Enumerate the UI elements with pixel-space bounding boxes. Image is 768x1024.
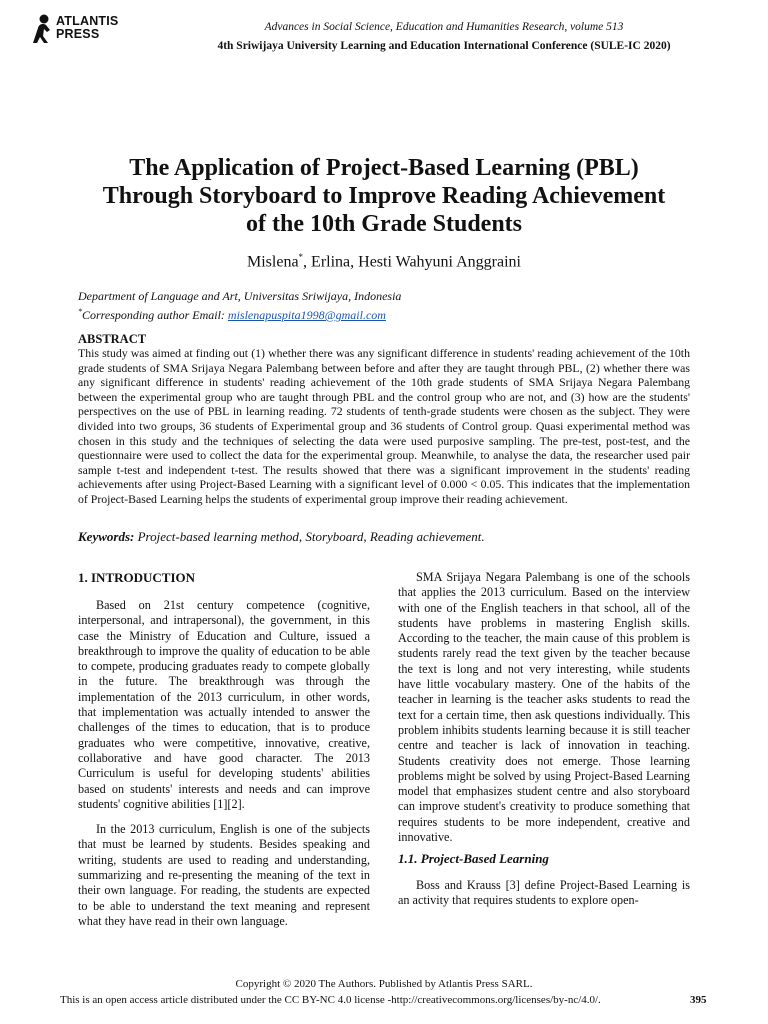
title-line-1: The Application of Project-Based Learning (PBL) <box>129 155 639 181</box>
series-header: Advances in Social Science, Education and Humanities Research, volume 513 <box>264 21 624 33</box>
intro-paragraph-1: Based on 21st century competence (cognitive, interpersonal, and intrapersonal), the government, in this case the Ministry of Education and Culture, issued a breakthrough to improve the quality of education to be able to compete, producing graduates ready to compete globally in the future. The breakthrough was through the implementation of the 2013 curriculum, in other words, that implementation was actually intended to answer the challenges of the times to education, that is to produce graduates who were competitive, innovative, creative, collaborative and have good character. The 2013 Curriculum is useful for developing students' abilities based on students' interests and needs and can improve students' cognitive abilities [1][2]. <box>78 598 370 811</box>
corresponding-mark: * <box>298 252 304 262</box>
left-column <box>78 598 370 939</box>
corresponding-mark-2: * <box>78 307 82 316</box>
abstract-heading: ABSTRACT <box>78 332 147 346</box>
author-list <box>60 252 708 271</box>
conference-header: 4th Sriwijaya University Learning and Education International Conference (SULE-IC 2020) <box>217 40 671 52</box>
first-author: Mislena <box>247 253 299 271</box>
title-line-2: Through Storyboard to Improve Reading Achievement <box>102 183 666 209</box>
copyright-notice: Copyright © 2020 The Authors. Published by Atlantis Press SARL. <box>235 978 533 990</box>
license-notice: This is an open access article distributed under the CC BY-NC 4.0 license -http://creativecommons.org/licenses/by-nc/4.0/. <box>60 994 601 1006</box>
pbl-section <box>398 878 690 919</box>
page-number: 395 <box>690 994 707 1006</box>
intro-paragraph-2: In the 2013 curriculum, English is one of the subjects that must be learned by students. Besides speaking and writing, students are used to reading and understanding, summarizing and re-presenting the meaning of the text in their own language. For reading, the students are expected to be able to understand the text meaning and represent what they have read in their own language. <box>78 822 370 928</box>
paper-title <box>60 154 708 238</box>
keywords <box>78 529 485 545</box>
introduction-heading: 1. INTRODUCTION <box>78 570 196 585</box>
publisher-logo <box>30 14 130 52</box>
logo-line2: PRESS <box>56 27 100 41</box>
corresponding-label: Corresponding author Email: <box>82 308 228 322</box>
pbl-subheading: 1.1. Project-Based Learning <box>398 851 549 866</box>
corresponding-author <box>78 304 401 323</box>
title-line-3: of the 10th Grade Students <box>245 211 522 237</box>
atlas-figure-icon <box>30 14 54 44</box>
pbl-paragraph-1: Boss and Krauss [3] define Project-Based Learning is an activity that requires students to explore open- <box>398 878 690 908</box>
right-column <box>398 570 690 855</box>
department: Department of Language and Art, Universitas Sriwijaya, Indonesia <box>78 289 402 303</box>
affiliation <box>78 289 401 323</box>
other-authors: , Erlina, Hesti Wahyuni Anggraini <box>303 253 521 271</box>
logo-line1: ATLANTIS <box>56 14 119 28</box>
intro-paragraph-3: SMA Srijaya Negara Palembang is one of the schools that applies the 2013 curriculum. Based on the interview with one of the English teachers in that school, all of the students have problems in mastering English skills. According to the teacher, the main cause of this problem is students rarely read the text given by the teacher because the text is long and not very interesting, while students have little vocabulary mastery. One of the habits of the teacher in learning is the teacher asks students to read the text for a certain time, then ask questions individually. This problem inhibits students learning because it is still teacher centre and teacher is lack of innovation in teaching. Students creativity does not emerge. Those learning problems might be solved by using Project-Based Learning model that emphasizes student centre and also storyboard can improve student's creativity to produce something that requires students to be more independent, creative and innovative. <box>398 570 690 845</box>
keywords-label: Keywords: <box>78 529 135 544</box>
keywords-text: Project-based learning method, Storyboard, Reading achievement. <box>134 529 485 544</box>
email-link[interactable]: mislenapuspita1998@gmail.com <box>227 308 386 322</box>
abstract-text: This study was aimed at finding out (1) whether there was any significant difference in students' reading achievement of the 10th grade students of SMA Srijaya Negara Palembang between before and after they are taught through PBL, (2) whether there was any significant difference in students' reading achievement of the 10th grade students of SMA Srijaya Negara Palembang between the experimental group who are taught through PBL and the control group who are not, and (3) how are the students' perspectives on the use of PBL in learning reading. 72 students of tenth-grade students were chosen as the subject. They were divided into two groups, 36 students of Experimental group and 36 students of Control group. Quasi experimental method was chosen in this study and the techniques of selecting the data were used purposive sampling. The pre-test, post-test, and the questionnaire were used to collect the data for the experimental group. Meanwhile, to analyse the data, the researcher used pair sample t-test and independent t-test. The results showed that there was a significant improvement in the students' reading achievements after using Project-Based Learning with a significant level of 0.000 < 0.05. This indicates that the implementation of Project-Based Learning helps the students of experimental group improve their reading achievement. <box>78 346 690 506</box>
